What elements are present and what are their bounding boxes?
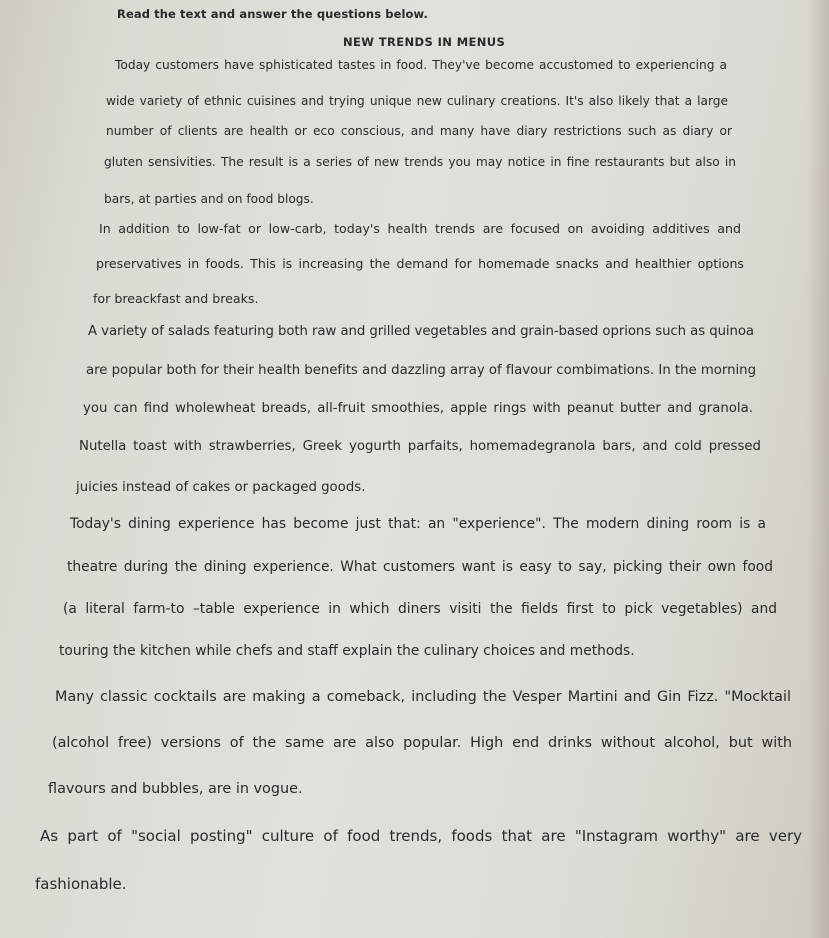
paragraph-line: As part of "social posting" culture of food trends, foods that are "Instagram worthy" are very bbox=[40, 827, 802, 845]
paragraph-line: theatre during the dining experience. What customers want is easy to say, picking their own food bbox=[67, 559, 773, 575]
paragraph-line: juicies instead of cakes or packaged goods. bbox=[76, 480, 366, 495]
instructions: Read the text and answer the questions below. bbox=[117, 7, 428, 21]
paragraph-line: bars, at parties and on food blogs. bbox=[104, 192, 314, 206]
paragraph-line: (alcohol free) versions of the same are also popular. High end drinks without alcohol, but with bbox=[52, 735, 792, 751]
paragraph-line: A variety of salads featuring both raw and grilled vegetables and grain-based oprions such as quinoa bbox=[88, 324, 754, 339]
paragraph-line: gluten sensivities. The result is a series of new trends you may notice in fine restaurants but also in bbox=[104, 155, 736, 169]
paragraph-line: (a literal farm-to –table experience in which diners visiti the fields first to pick vegetables) and bbox=[63, 601, 777, 617]
paragraph-line: Today customers have sphisticated tastes in food. They've become accustomed to experiencing a bbox=[115, 58, 727, 72]
paragraph-line: Nutella toast with strawberries, Greek yogurth parfaits, homemadegranola bars, and cold pressed bbox=[79, 439, 761, 454]
paragraph-line: preservatives in foods. This is increasing the demand for homemade snacks and healthier options bbox=[96, 256, 744, 271]
paragraph-line: flavours and bubbles, are in vogue. bbox=[48, 781, 303, 797]
paragraph-line: Today's dining experience has become just that: an "experience". The modern dining room is a bbox=[70, 516, 766, 532]
paragraph-line: number of clients are health or eco conscious, and many have diary restrictions such as diary or bbox=[106, 124, 732, 138]
page-edge-shadow bbox=[807, 0, 829, 938]
paragraph-line: for breackfast and breaks. bbox=[93, 291, 259, 306]
paragraph-line: fashionable. bbox=[35, 875, 127, 893]
paragraph-line: are popular both for their health benefits and dazzling array of flavour combimations. In the morning bbox=[86, 363, 756, 378]
paragraph-line: wide variety of ethnic cuisines and trying unique new culinary creations. It's also likely that a large bbox=[106, 94, 728, 108]
paragraph-line: In addition to low-fat or low-carb, today's health trends are focused on avoiding additives and bbox=[99, 221, 741, 236]
article-title: NEW TRENDS IN MENUS bbox=[343, 35, 506, 49]
paragraph-line: touring the kitchen while chefs and staff explain the culinary choices and methods. bbox=[59, 643, 635, 659]
paragraph-line: Many classic cocktails are making a comeback, including the Vesper Martini and Gin Fizz. "Mocktail bbox=[55, 689, 791, 705]
paragraph-line: you can find wholewheat breads, all-fruit smoothies, apple rings with peanut butter and granola. bbox=[83, 401, 753, 416]
